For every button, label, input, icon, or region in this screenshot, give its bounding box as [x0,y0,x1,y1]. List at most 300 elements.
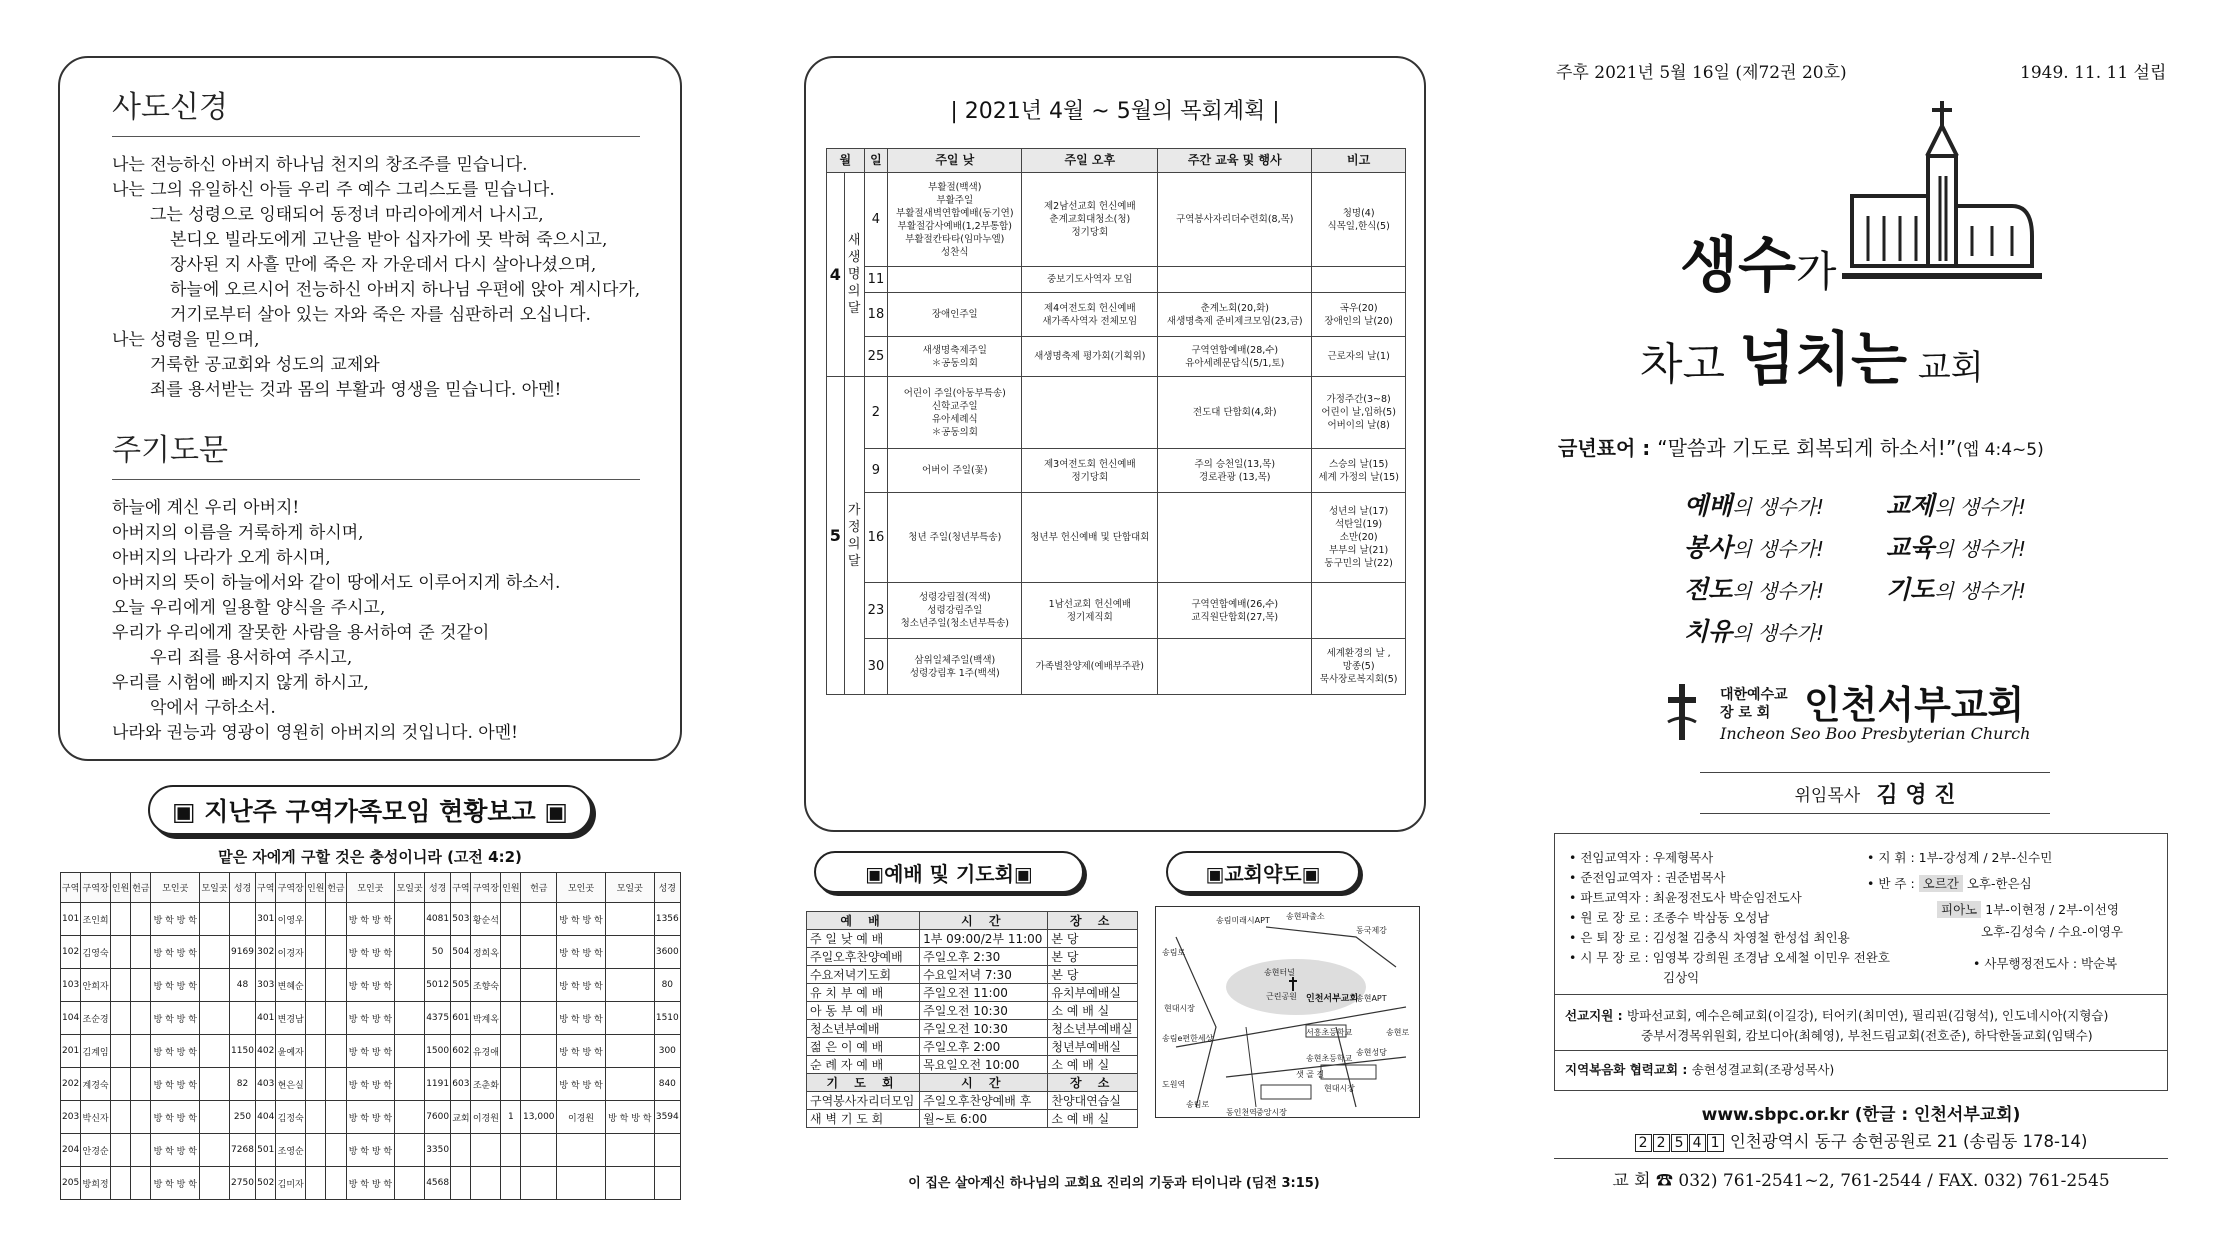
table-cell [557,1167,606,1200]
table-cell [501,1002,521,1035]
table-cell: 춘계노회(20,화) 새생명축제 준비제크모임(23,금) [1158,293,1312,337]
table-cell: 조순경 [81,1002,111,1035]
table-cell: 찬양대연습실 [1048,1092,1138,1110]
issue-date: 주후 2021년 5월 16일 (제72권 20호) [1556,63,1847,83]
table-cell: 1부 09:00/2부 11:00 [920,930,1048,948]
table-cell: 박신자 [81,1101,111,1134]
table-cell: 302 [256,936,276,969]
table-cell: 구역봉사자리더수련회(8,목) [1158,173,1312,267]
table-cell: 505 [451,969,471,1002]
table-cell [306,969,326,1002]
table-cell: 방 학 방 학 [151,1035,200,1068]
column-header: 예 배 [807,912,920,930]
table-cell: 부활절(백색) 부활주일 부활절새벽연합예배(동기연) 부활절감사예배(1,2부통합) 부활절칸타타(임마누엘) 성찬식 [888,173,1022,267]
column-header: 구역 [256,873,276,903]
table-cell: 방 학 방 학 [557,903,606,936]
slogan-word: 차고 [1640,339,1739,390]
local-label: 지역복음화 협력교회 : [1565,1062,1692,1077]
table-cell [200,969,230,1002]
table-cell [306,1002,326,1035]
prayer-line: 우리를 시험에 빠지지 않게 하시고, [112,673,369,693]
map-label: 송현터널 [1264,968,1295,977]
table-cell: 제4여전도회 헌신예배 새가족사역자 전체모임 [1022,293,1158,337]
slogan-suffix: 의 생수가! [1934,579,2026,603]
table-cell: 새생명축제주일 ＊공동의회 [888,337,1022,377]
map-label: 동인천역 [1226,1108,1257,1117]
table-cell: 안희자 [81,969,111,1002]
table-cell: 30 [864,639,888,695]
table-cell: 주의 승천일(13,목) 경로관광 (13,목) [1158,449,1312,493]
slogan-row [1684,528,1824,564]
table-cell: 4 [864,173,888,267]
table-cell [1158,493,1312,583]
slogan-key: 교제 [1886,491,1935,520]
table-cell: 1356 [654,903,680,936]
slogan-suffix: 의 생수가! [1934,537,2026,561]
table-cell: 1510 [654,1002,680,1035]
zip-digit: 5 [1671,1134,1688,1152]
table-cell [131,1035,151,1068]
table-cell: 방 학 방 학 [557,1035,606,1068]
table-cell: 가정주간(3~8) 어린이 날,입하(5) 어버이의 날(8) [1312,377,1406,449]
table-cell: 방 학 방 학 [557,1068,606,1101]
table-cell: 203 [61,1101,81,1134]
table-cell: 2750 [229,1167,255,1200]
column-header: 성경 [654,873,680,903]
table-cell: 250 [229,1101,255,1134]
table-cell: 구역연합예배(28,수) 유아세례문답식(5/1,토) [1158,337,1312,377]
website-url[interactable]: www.sbpc.or.kr (한글 : 인천서부교회) [1701,1105,2021,1125]
table-cell [110,936,130,969]
table-cell [306,1167,326,1200]
staff-row: • 전임교역자 : 우제형목사 [1569,850,1714,865]
map-label: 송림로 [1186,1100,1210,1109]
table-cell: 404 [256,1101,276,1134]
table-cell: 방 학 방 학 [346,1035,395,1068]
table-cell [1312,267,1406,293]
table-cell [395,1101,425,1134]
column-header: 구역장 [471,873,501,903]
table-cell [501,1035,521,1068]
table-cell: 조인희 [81,903,111,936]
table-cell: 방 학 방 학 [151,903,200,936]
slogan-key: 전도 [1684,575,1733,604]
staff-value: 오후-한은심 [1962,876,2032,891]
table-row [827,267,1406,293]
column-header: 모일곳 [200,873,230,903]
staff-label: • 반 주 : [1867,876,1919,891]
table-cell: 김계임 [81,1035,111,1068]
month-cell: 4 [827,173,845,377]
column-header: 성경 [425,873,451,903]
column-header: 헌금 [326,873,346,903]
table-cell [521,1035,557,1068]
road [1246,1027,1256,1107]
table-cell: 가족별찬양제(예배부주관) [1022,639,1158,695]
map-label: 송림미래시APT [1216,916,1270,925]
table-cell: 주일오전 10:30 [920,1020,1048,1038]
table-cell [471,1134,501,1167]
road [1336,1027,1356,1107]
column-header: 주간 교육 및 행사 [1158,149,1312,173]
table-cell: 204 [61,1134,81,1167]
map-label: 송현파출소 [1286,912,1325,921]
table-cell: 주일오후 2:30 [920,948,1048,966]
table-cell: 수요일저녁 7:30 [920,966,1048,984]
table-cell [395,936,425,969]
table-row [807,1056,1138,1074]
table-cell: 본 당 [1048,948,1138,966]
slogan-word: 교회 [1907,348,1984,388]
column-header: 모일곳 [605,873,654,903]
table-cell: 103 [61,969,81,1002]
table-cell: 방 학 방 학 [151,936,200,969]
month-theme-cell: 새생명의달 [844,173,864,377]
table-cell: 청년부 헌신예배 및 단합대회 [1022,493,1158,583]
table-row [827,377,1406,449]
table-cell: 82 [229,1068,255,1101]
table-cell: 840 [654,1068,680,1101]
table-cell: 이경원 [471,1101,501,1134]
table-cell: 청년부예배실 [1048,1038,1138,1056]
table-row [827,449,1406,493]
staff-row: • 은 퇴 장 로 : 김성철 김충식 차영철 한성섭 최인용 [1569,930,1850,945]
table-cell: 주일오후찬양예배 [807,948,920,966]
table-cell: 301 [256,903,276,936]
table-cell [326,936,346,969]
table-cell [395,903,425,936]
table-cell: 정희옥 [471,936,501,969]
table-cell: 방 학 방 학 [346,1134,395,1167]
table-cell [1022,377,1158,449]
creed-line: 하늘에 오르시어 전능하신 아버지 하나님 우편에 앉아 계시다가, [170,280,641,300]
table-row [61,1101,681,1134]
table-cell: 조향숙 [471,969,501,1002]
table-cell: 주일오후 2:00 [920,1038,1048,1056]
table-cell: 안경순 [81,1134,111,1167]
table-cell: 3600 [654,936,680,969]
table-cell: 중보기도사역자 모임 [1022,267,1158,293]
table-cell: 18 [864,293,888,337]
table-cell: 방 학 방 학 [346,936,395,969]
prayer-text [112,496,640,746]
table-cell [501,903,521,936]
slogan-word: 넘치는 [1739,325,1908,393]
table-cell: 1 [501,1101,521,1134]
church-english-name: Incheon Seo Boo Presbyterian Church [1720,724,2031,743]
table-cell: 아 동 부 예 배 [807,1002,920,1020]
column-header: 비고 [1312,149,1406,173]
table-cell: 방 학 방 학 [151,1068,200,1101]
bible-verse: 이 집은 살아계신 하나님의 교회요 진리의 기둥과 터이니라 (딤전 3:15) [908,1176,1320,1191]
staff-row: • 사무행정전도사 : 박순복 [1973,956,2118,971]
table-cell [306,936,326,969]
table-cell [110,1035,130,1068]
table-cell: 목요일오전 10:00 [920,1056,1048,1074]
map-label: 샛 골 길 [1296,1070,1325,1079]
table-cell: 1191 [425,1068,451,1101]
table-cell: 방 학 방 학 [346,1101,395,1134]
table-cell: 전도대 단합회(4,화) [1158,377,1312,449]
staff-row: • 시 무 장 로 : 임영복 강희원 조경남 오세철 이민우 전완호 [1569,950,1890,965]
plan-title: | 2021년 4월 ~ 5월의 목회계획 | [950,99,1280,124]
table-cell: 순 례 자 예 배 [807,1056,920,1074]
month-theme-cell: 가정의달 [844,377,864,695]
table-row [61,1002,681,1035]
table-cell [395,1002,425,1035]
zip-digit: 1 [1707,1134,1724,1152]
table-cell: 50 [425,936,451,969]
table-cell: 방 학 방 학 [346,1167,395,1200]
denomination-line-2: 장 로 회 [1720,705,1771,721]
prayer-line: 오늘 우리에게 일용할 양식을 주시고, [112,598,386,618]
prayer-line: 우리가 우리에게 잘못한 사람을 용서하여 준 것같이 [112,623,490,643]
table-cell: 장애인주일 [888,293,1022,337]
table-cell: 소 예 배 실 [1048,1110,1138,1128]
table-cell [200,903,230,936]
table-cell [200,936,230,969]
column-header: 기 도 회 [807,1074,920,1092]
table-cell [395,1068,425,1101]
table-cell: 방 학 방 학 [346,903,395,936]
map-label: 현대시장 [1324,1084,1355,1093]
staff-row [1937,900,2119,918]
table-cell: 방 학 방 학 [151,1002,200,1035]
table-cell: 청소년부예배 [807,1020,920,1038]
creed-line: 그는 성령으로 잉태되어 동정녀 마리아에게서 나시고, [150,205,544,225]
motto-text: “말씀과 기도로 회복되게 하소서!” [1657,436,1957,460]
table-row [61,1134,681,1167]
month-cell: 5 [827,377,845,695]
table-cell: 13,000 [521,1101,557,1134]
table-cell [1158,267,1312,293]
creed-line: 나는 성령을 믿으며, [112,330,260,350]
table-cell: 방 학 방 학 [557,969,606,1002]
table-cell: 곡우(20) 장애인의 날(20) [1312,293,1406,337]
table-cell: 본 당 [1048,930,1138,948]
table-cell: 황순석 [471,903,501,936]
table-row [807,1020,1138,1038]
table-cell: 1150 [229,1035,255,1068]
table-cell [326,1101,346,1134]
table-cell: 방 학 방 학 [346,969,395,1002]
table-cell [521,1068,557,1101]
table-cell: 어린이 주일(아동부특송) 신학교주일 유아세례식 ＊공동의회 [888,377,1022,449]
table-cell [200,1167,230,1200]
table-cell: 방 학 방 학 [151,1134,200,1167]
table-cell: 방희정 [81,1167,111,1200]
table-cell: 본 당 [1048,966,1138,984]
table-cell: 201 [61,1035,81,1068]
table-cell: 변혜순 [276,969,306,1002]
table-cell: 4568 [425,1167,451,1200]
table-cell: 성령강림절(적색) 성령강림주일 청소년주일(청소년부특송) [888,583,1022,639]
table-row [807,1002,1138,1020]
table-cell [110,903,130,936]
zip-code [1635,1132,1730,1151]
table-row [61,1167,681,1200]
table-cell [557,1134,606,1167]
table-cell: 102 [61,936,81,969]
motto-ref: (엡 4:4~5) [1956,440,2044,460]
creed-line: 거룩한 공교회와 성도의 교제와 [150,355,380,375]
district-report-table [60,872,681,1200]
table-cell: 502 [256,1167,276,1200]
table-cell [605,1068,654,1101]
table-cell [200,1002,230,1035]
map-label: 송현로 [1386,1028,1410,1037]
table-cell: 25 [864,337,888,377]
table-cell: 방 학 방 학 [346,1068,395,1101]
table-row [827,639,1406,695]
table-cell [110,1068,130,1101]
table-cell: 교회 [451,1101,471,1134]
table-cell: 방 학 방 학 [151,1101,200,1134]
table-row [827,337,1406,377]
creed-line: 죄를 용서받는 것과 몸의 부활과 영생을 믿습니다. 아멘! [150,380,562,400]
zip-digit: 2 [1653,1134,1670,1152]
table-cell: 1남선교회 헌신예배 정기제직회 [1022,583,1158,639]
table-cell: 변경남 [276,1002,306,1035]
prayer-line: 악에서 구하소서. [150,698,276,718]
slogan-line-1 [1680,218,1837,304]
table-cell [131,1134,151,1167]
table-cell: 현은실 [276,1068,306,1101]
table-cell: 이경원 [557,1101,606,1134]
table-row [61,1035,681,1068]
table-cell [110,1002,130,1035]
table-cell [395,1167,425,1200]
table-cell [521,936,557,969]
table-cell [888,267,1022,293]
table-cell [229,903,255,936]
column-header: 성경 [229,873,255,903]
mission-row: 중부서경목위원회, 캄보디아(최혜영), 부천드림교회(전호준), 하닥한돌교회(임택수) [1641,1028,2093,1043]
ministry-plan-table [826,148,1406,695]
table-cell: 202 [61,1068,81,1101]
table-cell: 구역연합예배(26,수) 교직원단합회(27,목) [1158,583,1312,639]
table-cell: 청년 주일(청년부특송) [888,493,1022,583]
table-cell: 새생명축제 평가회(기획위) [1022,337,1158,377]
table-cell [1312,583,1406,639]
slogan-row [1684,612,1824,648]
table-cell [501,969,521,1002]
table-cell: 근로자의 날(1) [1312,337,1406,377]
table-cell [501,1167,521,1200]
table-cell: 603 [451,1068,471,1101]
table-cell: 방 학 방 학 [557,936,606,969]
table-row [807,1110,1138,1128]
column-header: 헌금 [521,873,557,903]
column-header: 모인곳 [557,873,606,903]
table-cell: 젊 은 이 예 배 [807,1038,920,1056]
table-cell [306,1101,326,1134]
table-cell [654,1167,680,1200]
table-cell [1158,639,1312,695]
creed-box [58,56,682,761]
table-cell: 5012 [425,969,451,1002]
table-cell: 방 학 방 학 [151,1167,200,1200]
table-cell [605,1035,654,1068]
table-cell: 16 [864,493,888,583]
church-building-icon [1842,96,2042,286]
column-header: 모인곳 [346,873,395,903]
table-cell: 205 [61,1167,81,1200]
table-cell: 501 [256,1134,276,1167]
table-cell [451,1167,471,1200]
table-row [807,984,1138,1002]
table-cell [326,1167,346,1200]
column-header: 헌금 [131,873,151,903]
slogan-suffix: 의 생수가! [1732,621,1824,645]
table-header-row [807,1074,1138,1092]
ministry-plan-box [804,56,1426,832]
table-cell [326,1002,346,1035]
map-label: 근린공원 [1266,992,1297,1001]
table-cell [326,969,346,1002]
table-cell: 김영숙 [81,936,111,969]
column-header: 월 [827,149,865,173]
table-cell: 방 학 방 학 [557,1002,606,1035]
local-church-row [1565,1060,1834,1078]
table-cell [306,1035,326,1068]
table-cell: 402 [256,1035,276,1068]
local-value: 송현성결교회(조광성목사) [1691,1062,1835,1077]
map-roads [1156,907,1420,1118]
founded-date: 1949. 11. 11 설립 [2020,63,2167,83]
table-row [807,1092,1138,1110]
table-row [807,948,1138,966]
table-cell [326,1035,346,1068]
phone-numbers: 교 회 ☎ 032) 761-2541~2, 761-2544 / FAX. 032) 761-2545 [1612,1171,2110,1191]
slogan-suffix: 의 생수가! [1934,495,2026,519]
pastor-label: 위임목사 [1794,785,1861,806]
column-header: 인원 [110,873,130,903]
slogan-row [1684,570,1824,606]
slogan-suffix: 의 생수가! [1732,495,1824,519]
piano-badge: 피아노 [1937,901,1981,918]
map-label: 송림e편한세상 [1162,1034,1214,1043]
divider [1555,1050,2167,1051]
table-row [807,1038,1138,1056]
table-cell [395,969,425,1002]
column-header: 모인곳 [151,873,200,903]
church-logo-icon [1664,682,1700,742]
map-label: 송현성당 [1356,1048,1387,1057]
report-title: ▣ 지난주 구역가족모임 현황보고 ▣ [148,785,592,835]
prayer-line: 아버지의 나라가 오게 하시며, [112,548,331,568]
creed-line: 거기로부터 살아 있는 자와 죽은 자를 심판하러 오십니다. [170,305,591,325]
table-cell: 1500 [425,1035,451,1068]
table-cell: 4081 [425,903,451,936]
table-header-row [827,149,1406,173]
table-cell [521,1002,557,1035]
slogan-line-2 [1640,312,1984,396]
table-cell: 401 [256,1002,276,1035]
table-cell: 3350 [425,1134,451,1167]
table-cell [605,936,654,969]
table-cell [605,969,654,1002]
table-cell: 주일오전 10:30 [920,1002,1048,1020]
table-cell [110,969,130,1002]
slogan-row [1886,570,2026,606]
table-cell [131,1101,151,1134]
creed-line: 나는 그의 유일하신 아들 우리 주 예수 그리스도를 믿습니다. [112,180,555,200]
table-cell: 주일오전 11:00 [920,984,1048,1002]
report-subtitle: 맡은 자에게 구할 것은 충성이니라 (고전 4:2) [218,848,522,866]
column-header: 장 소 [1048,1074,1138,1092]
address-text: 인천광역시 동구 송현공원로 21 (송림동 178-14) [1729,1132,2088,1151]
